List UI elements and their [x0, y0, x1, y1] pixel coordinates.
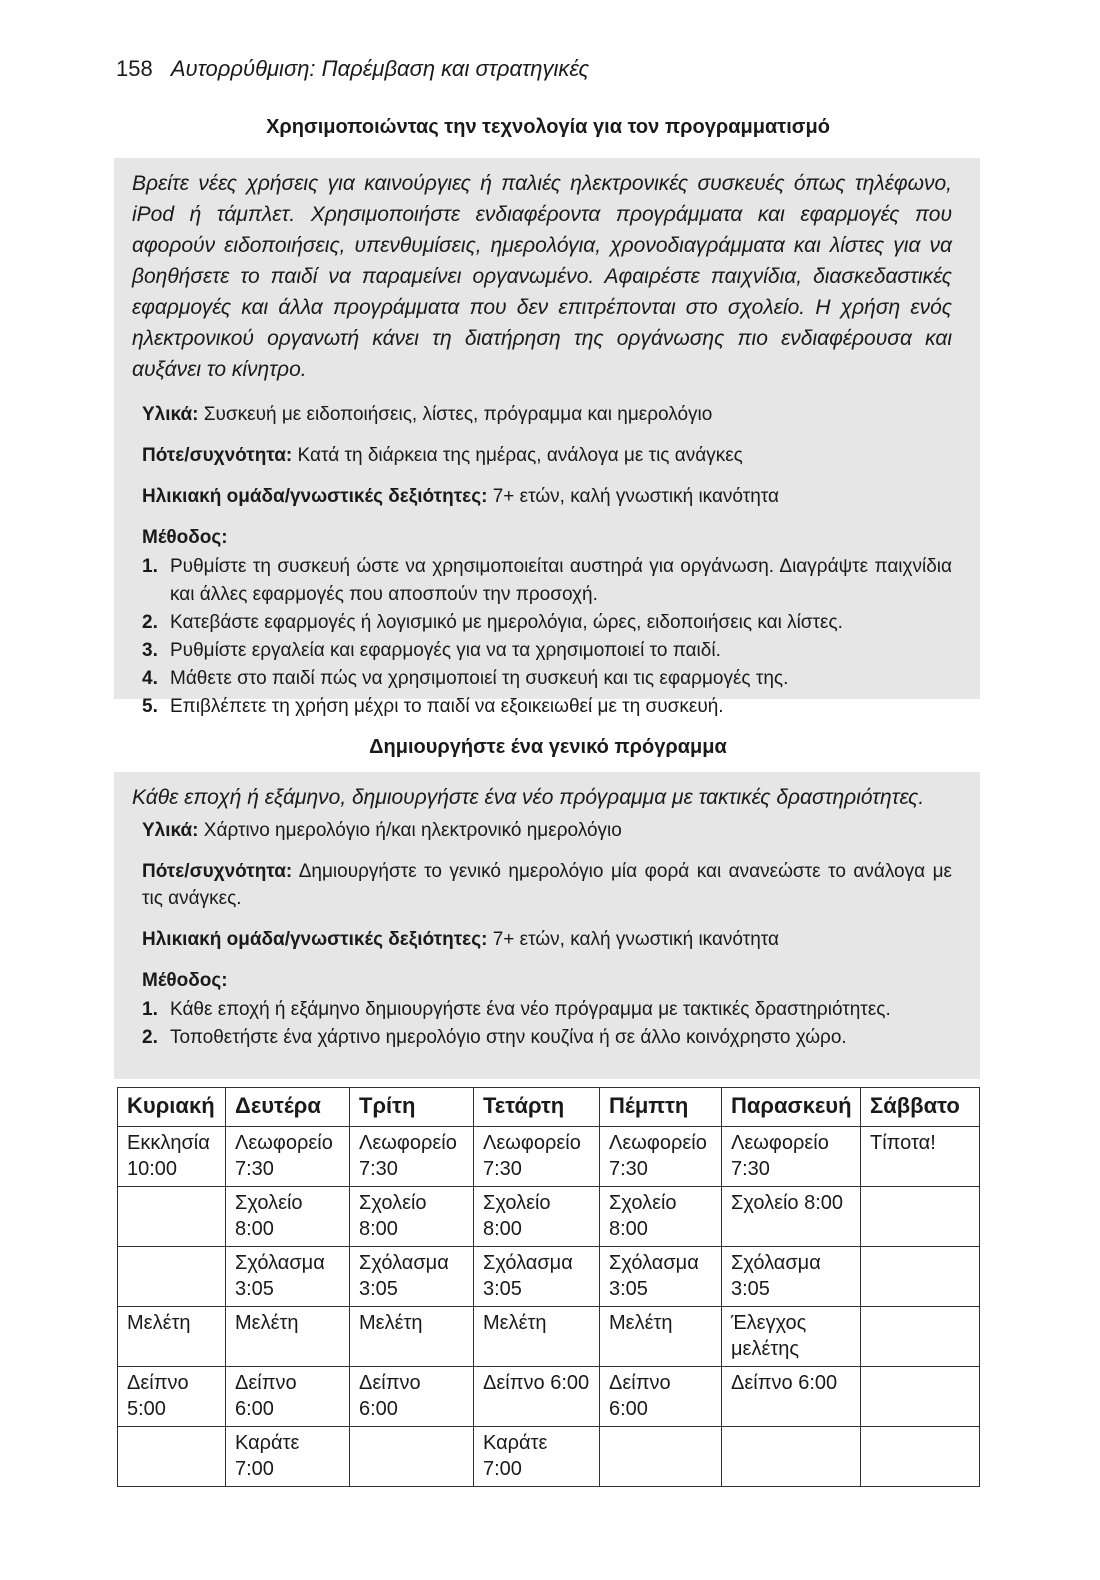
frequency-value: Κατά τη διάρκεια της ημέρας, ανάλογα με τις ανάγκες	[297, 445, 743, 466]
schedule-cell: Τίποτα!	[861, 1127, 980, 1187]
section-title-general-schedule: Δημιουργήστε ένα γενικό πρόγραμμα	[369, 736, 727, 758]
day-header: Σάββατο	[861, 1088, 980, 1127]
schedule-cell: Καράτε 7:00	[226, 1427, 350, 1487]
age-group-field	[142, 483, 952, 510]
method-steps	[132, 553, 952, 721]
schedule-cell	[118, 1247, 226, 1307]
schedule-header-row	[118, 1088, 980, 1127]
method-step: 1. Ρυθμίστε τη συσκευή ώστε να χρησιμοποιείται αυστηρά για οργάνωση. Διαγράψτε παιχνίδια και άλλες εφαρμογές που αποσπούν την προσοχή.	[142, 556, 952, 605]
age-group-label: Ηλικιακή ομάδα/γνωστικές δεξιότητες:	[142, 929, 488, 950]
age-group-value: 7+ ετών, καλή γνωστική ικανότητα	[492, 929, 780, 950]
schedule-cell: Σχολείο 8:00	[350, 1187, 474, 1247]
day-header: Τετάρτη	[474, 1088, 600, 1127]
schedule-row	[118, 1247, 980, 1307]
schedule-cell	[861, 1427, 980, 1487]
running-head	[116, 54, 589, 84]
schedule-row	[118, 1127, 980, 1187]
age-group-label: Ηλικιακή ομάδα/γνωστικές δεξιότητες:	[142, 486, 488, 507]
schedule-cell: Δείπνο 6:00	[474, 1367, 600, 1427]
method-step: 1. Κάθε εποχή ή εξάμηνο δημιουργήστε ένα νέο πρόγραμμα με τακτικές δραστηριότητες.	[142, 999, 891, 1020]
section-title-technology: Χρησιμοποιώντας την τεχνολογία για τον προγραμματισμό	[266, 116, 830, 138]
schedule-cell: Σχολείο 8:00	[226, 1187, 350, 1247]
schedule-cell	[350, 1427, 474, 1487]
schedule-cell: Μελέτη	[474, 1307, 600, 1367]
day-header: Δευτέρα	[226, 1088, 350, 1127]
schedule-activity-box	[114, 772, 980, 1079]
schedule-cell: Δείπνο 6:00	[600, 1367, 722, 1427]
schedule-cell	[861, 1307, 980, 1367]
age-group-field	[142, 926, 952, 953]
schedule-cell: Εκκλησία 10:00	[118, 1127, 226, 1187]
schedule-row	[118, 1367, 980, 1427]
schedule-cell: Δείπνο 6:00	[350, 1367, 474, 1427]
materials-label: Υλικά:	[142, 404, 199, 425]
schedule-cell: Μελέτη	[226, 1307, 350, 1367]
materials-value: Συσκευή με ειδοποιήσεις, λίστες, πρόγραμμα και ημερολόγιο	[203, 404, 713, 425]
method-steps	[132, 996, 952, 1052]
method-step: 5. Επιβλέπετε τη χρήση μέχρι το παιδί να εξοικειωθεί με τη συσκευή.	[142, 696, 724, 717]
day-header: Πέμπτη	[600, 1088, 722, 1127]
running-title: Αυτορρύθμιση: Παρέμβαση και στρατηγικές	[170, 56, 590, 81]
frequency-value: Δημιουργήστε το γενικό ημερολόγιο μία φορά και ανανεώστε το ανάλογα με τις ανάγκες.	[142, 861, 952, 909]
frequency-label: Πότε/συχνότητα:	[142, 445, 293, 466]
schedule-cell: Σχόλασμα 3:05	[600, 1247, 722, 1307]
schedule-cell: Σχόλασμα 3:05	[722, 1247, 861, 1307]
day-header: Τρίτη	[350, 1088, 474, 1127]
schedule-cell: Δείπνο 6:00	[722, 1367, 861, 1427]
schedule-cell: Λεωφορείο 7:30	[226, 1127, 350, 1187]
schedule-cell: Σχόλασμα 3:05	[474, 1247, 600, 1307]
schedule-cell: Μελέτη	[350, 1307, 474, 1367]
schedule-row	[118, 1307, 980, 1367]
frequency-field	[142, 442, 952, 469]
schedule-cell: Σχολείο 8:00	[600, 1187, 722, 1247]
day-header: Παρασκευή	[722, 1088, 861, 1127]
schedule-cell: Σχόλασμα 3:05	[350, 1247, 474, 1307]
frequency-label: Πότε/συχνότητα:	[142, 861, 293, 882]
schedule-cell	[118, 1427, 226, 1487]
schedule-cell: Λεωφορείο 7:30	[350, 1127, 474, 1187]
day-header: Κυριακή	[118, 1088, 226, 1127]
schedule-cell: Καράτε 7:00	[474, 1427, 600, 1487]
schedule-cell	[861, 1187, 980, 1247]
weekly-schedule-table	[117, 1087, 980, 1487]
technology-intro: Βρείτε νέες χρήσεις για καινούργιες ή παλιές ηλεκτρονικές συσκευές όπως τηλέφωνο, iPod ή τάμπλετ. Χρησιμοποιήστε ενδιαφέροντα προγράμματα και εφαρμογές που αφορούν ειδοποιήσεις, υπενθυμίσεις, ημερολόγια, χρονοδιαγράμματα και λίστες για να βοηθήσετε το παιδί να παραμείνει οργανωμένο. Αφαιρέστε παιχνίδια, διασκεδαστικές εφαρμογές και άλλα προγράμματα που δεν επιτρέπονται στο σχολείο. Η χρήση ενός ηλεκτρονικού οργανωτή κάνει τη διατήρηση της οργάνωσης πιο ενδιαφέρουσα και αυξάνει το κίνητρο.	[132, 172, 952, 381]
schedule-cell: Μελέτη	[600, 1307, 722, 1367]
technology-activity-box	[114, 158, 980, 717]
method-step: 3. Ρυθμίστε εργαλεία και εφαρμογές για να τα χρησιμοποιεί το παιδί.	[142, 640, 721, 661]
method-label: Μέθοδος:	[142, 527, 228, 548]
method-step: 2. Κατεβάστε εφαρμογές ή λογισμικό με ημερολόγια, ώρες, ειδοποιήσεις και λίστες.	[142, 612, 843, 633]
method-step: 4. Μάθετε στο παιδί πώς να χρησιμοποιεί τη συσκευή και τις εφαρμογές της.	[142, 668, 789, 689]
method-label: Μέθοδος:	[142, 970, 228, 991]
schedule-cell: Λεωφορείο 7:30	[474, 1127, 600, 1187]
schedule-cell: Λεωφορείο 7:30	[600, 1127, 722, 1187]
schedule-cell: Λεωφορείο 7:30	[722, 1127, 861, 1187]
schedule-cell: Σχόλασμα 3:05	[226, 1247, 350, 1307]
schedule-cell: Σχολείο 8:00	[722, 1187, 861, 1247]
schedule-cell: Έλεγχος μελέτης	[722, 1307, 861, 1367]
schedule-cell: Σχολείο 8:00	[474, 1187, 600, 1247]
age-group-value: 7+ ετών, καλή γνωστική ικανότητα	[492, 486, 780, 507]
schedule-cell	[722, 1427, 861, 1487]
materials-field	[142, 401, 952, 428]
schedule-row	[118, 1187, 980, 1247]
schedule-cell	[118, 1187, 226, 1247]
frequency-field	[142, 858, 952, 912]
materials-label: Υλικά:	[142, 820, 199, 841]
schedule-cell: Δείπνο 5:00	[118, 1367, 226, 1427]
materials-value: Χάρτινο ημερολόγιο ή/και ηλεκτρονικό ημερολόγιο	[203, 820, 622, 841]
schedule-intro: Κάθε εποχή ή εξάμηνο, δημιουργήστε ένα νέο πρόγραμμα με τακτικές δραστηριότητες.	[132, 786, 925, 809]
schedule-row	[118, 1427, 980, 1487]
schedule-cell	[861, 1367, 980, 1427]
schedule-cell	[600, 1427, 722, 1487]
schedule-cell: Μελέτη	[118, 1307, 226, 1367]
method-step: 2. Τοποθετήστε ένα χάρτινο ημερολόγιο στην κουζίνα ή σε άλλο κοινόχρηστο χώρο.	[142, 1027, 847, 1048]
materials-field	[142, 817, 952, 844]
schedule-cell	[861, 1247, 980, 1307]
page-number: 158	[116, 56, 153, 81]
schedule-cell: Δείπνο 6:00	[226, 1367, 350, 1427]
